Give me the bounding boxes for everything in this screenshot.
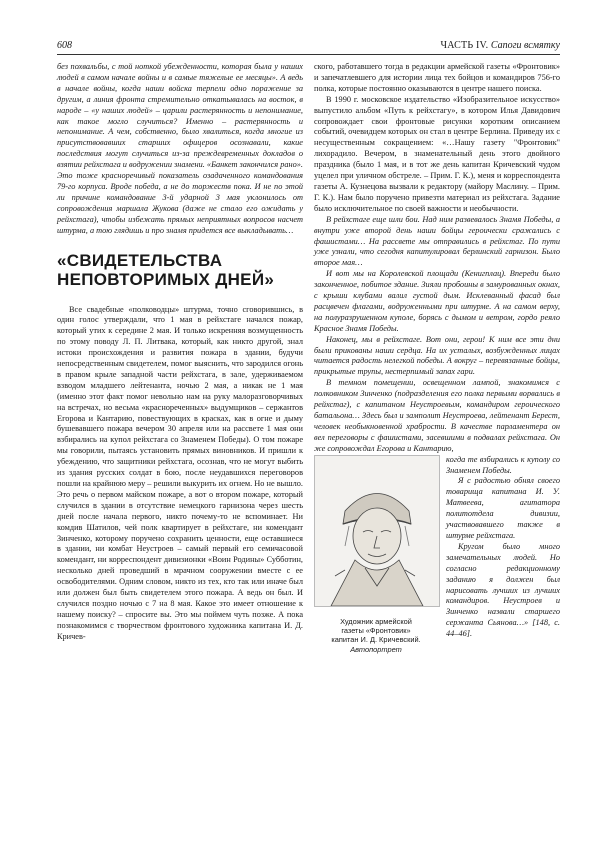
quote-paragraph: Я с радостью обнял своего товарища капитана И. У. Матвеева, агитатора политотдела дивизии, участвовавшего также в штурме рейхстага. [446, 476, 560, 540]
side-text [446, 455, 560, 655]
heading-line-1: «СВИДЕТЕЛЬСТВА [57, 250, 223, 270]
page-header [57, 40, 560, 55]
paragraph: ского, работавшего тогда в редакции армейской газеты «Фронтовик» и запечатлевшего для истории лица тех бойцов и командиров 756-го полка, которые постоянно оказываются в центре нашего поиска. [314, 62, 560, 93]
running-title [441, 40, 560, 54]
quote-paragraph: В рейхстаге еще шли бои. Над ним развевалось Знамя Победы, а внутри уже второй день наши бойцы героически сражались с фашистами… На рассвете мы отправились в рейхстаг. По пути уже узнали, что сегодня капитулировал берлинский гарнизон. Было второе мая… [314, 214, 560, 268]
left-column [57, 62, 303, 643]
page-number: 608 [57, 40, 72, 51]
quote-paragraph: И вот мы на Королевской площади (Кенигплац). Впереди было законченное, побитое здание. Зияли пробоины в замурованных окнах, с крыши клубами валил густой дым. Исклеванный фасад был расцвечен флагами, водруженными при штурме. А на самом верху, на полуразрушенном куполе, борясь с дымом и ветром, гордо реяло Красное Знамя Победы. [314, 269, 560, 333]
chapter-subtitle: Сапоги всмятку [490, 40, 560, 51]
paragraph: без похвальбы, с той ноткой убежденности, которая была у наших людей в самом начале войны и в самые тяжелые ее месяцы». А ведь в начале войны, когда наши войска терпели одно поражение за другим, а линия фронта стремительно откатывалась на восток, в народе – «у наших людей» – царили растерянность и непонимание, как такое могло случиться? Именно – растерянность и непонимание. А чем, собственно, было хвалиться, когда многие из присутствовавших старших офицеров осознавали, какие последствия могут случиться из-за преждевременных докладов о взятии рейхстага и водружении знамени. «Банкет закончился рано». Это тоже красноречивый показатель озадаченного командования 79-го корпуса. Вроде победа, а не до торжеств пока. И не по этой ли причине командование 3-й ударной 3 мая уклонилось от сопровождения маршала Жукова (даже не стало его ожидать у рейхстага), чтобы избежать прямых неприятных вопросов насчет штурма, а тою глядишь и про знамя придется все выкладывать… [57, 62, 303, 235]
chapter-label: ЧАСТЬ IV. [440, 40, 489, 51]
quote-paragraph: Кругом было много замечательных людей. Но согласно редакционному заданию я должен был нарисовать лучших из лучших командиров. Неустроев и Зинченко назвали старшего сержанта Сьянова…» [148, с. 44–46]. [446, 541, 560, 639]
heading-line-2: НЕПОВТОРИМЫХ ДНЕЙ» [57, 269, 275, 289]
paragraph: В 1990 г. московское издательство «Изобразительное искусство» выпустило альбом «Путь к рейхстагу», в котором Илья Давидович сопровождает свои фронтовые рисунки коротким описанием событий, очевидцем которых он стал в центре Берлина. Приведу их с несущественным сокращением: «…Нашу газету "Фронтовик" лихорадило. Вечером, в знаменательный день этого двойного праздника (было 1 мая, и в тот же день капитан Кричевский чудом уцелел при уличном обстреле. – Прим. Г. К.), меня и корреспондента газеты А. Кузнецова вызвали к редактору (майору Маслину. – Прим. Г. К.). Нам было поручено привезти материал из рейхстага. Задание было исключительное по своей важности и необычности. [314, 94, 560, 213]
paragraph: Все свадебные «полководцы» штурма, точно сговорившись, в один голос утверждали, что 1 мая в рейхстаге начался пожар, который утих к середине 2 мая. И только искренняя возмущенность по этому поводу Л. П. Литвака, который, как никто другой, знал истоки происхождения и развития пожара в здании, будучи непосредственным свидетелем, помог выяснить, что зародился огонь в правом крыле западной части рейхстага, в зале, удерживаемом взводом младшего лейтенанта, ночью 2 мая, а никак не 1 мая (именно этот факт помог невольно нам на руку малоразговорчивых на встречах, но весьма «краснореченных» выдумщиков – сержантов Егорова и Кантарию, повествующих в красках, как в огне и дыму бушевавшего пожара вечером 30 апреля или на рассвете 1 мая они взбирались на купол рейхстага со Знаменем Победы). О том пожаре мы говорили, пытаясь установить прямых виновников. И пришли к убеждению, что защитники рейхстага, осознав, что не могут выбить из здания русских солдат в бою, после неудавшихся переговоров пошли на крайнюю меру – решили выкурить их огнем. Но не вышло. Это речь о первом майском пожаре, а вот о втором пожаре, который случился в здании в отсутствие немецкого гарнизона через шесть дней после начала первого, никто почему-то не вспоминает. Ни комдив Шатилов, чей полк квартирует в рейхстаге, ни комендант Зинченко, которому поручено сохранить ценности, еще оставшиеся в здании, ни комбат Неустроев – самый первый его семичасовой комендант, ни корреспондент дивизионки «Воин Родины» Субботин, несколько дней проведший в мрачном сооружении вместе с ее освободителями. Одним словом, никто из тех, кто так или иначе был или должен был быть свидетелем этого пожара. А ведь он был. И случился поздно ночью с 7 на 8 мая. Какое это имеет отношение к нашему поиску? – спросите вы. Это мы поймем чуть позже. А пока познакомимся с творчеством фронтового художника капитана И. Д. Кричев- [57, 304, 303, 641]
self-portrait-sketch [314, 455, 440, 607]
section-heading [57, 251, 303, 289]
quote-paragraph: В темном помещении, освещенном лампой, знакомимся с полковником Зинченко (подразделения его полка первыми ворвались в рейхстаг), с капитаном Неустроевым, командиром героического батальона… Здесь был и замполит Неустроева, лейтенант Берест, человек необыкновенной храбрости. В качестве парламентера он вел переговоры с фашистами, засевшими в подвалах рейхстага. Он же сопровождал Егорова и Кантарию, [314, 378, 560, 453]
right-column [314, 62, 560, 654]
quote-paragraph: когда те взбирались к куполу со Знаменем Победы. [446, 454, 560, 475]
caption-line: капитан И. Д. Кричевский. [331, 635, 421, 645]
caption-line: Автопортрет [350, 644, 402, 654]
quote-paragraph: Наконец, мы в рейхстаге. Вот они, герои! К ним все эти дни были прикованы наши сердца. На их усталых, возбужденных лицах читается радость нелегкой победы. А вокруг – перевязанные бойцы, прикрытые трупы, нестерпимый запах гари. [314, 334, 560, 377]
caption-line: Художник армейской [340, 616, 412, 626]
caption-line: газеты «Фронтовик» [341, 625, 411, 635]
figure-caption [314, 617, 438, 655]
portrait-section [314, 455, 560, 655]
figure [314, 455, 438, 655]
